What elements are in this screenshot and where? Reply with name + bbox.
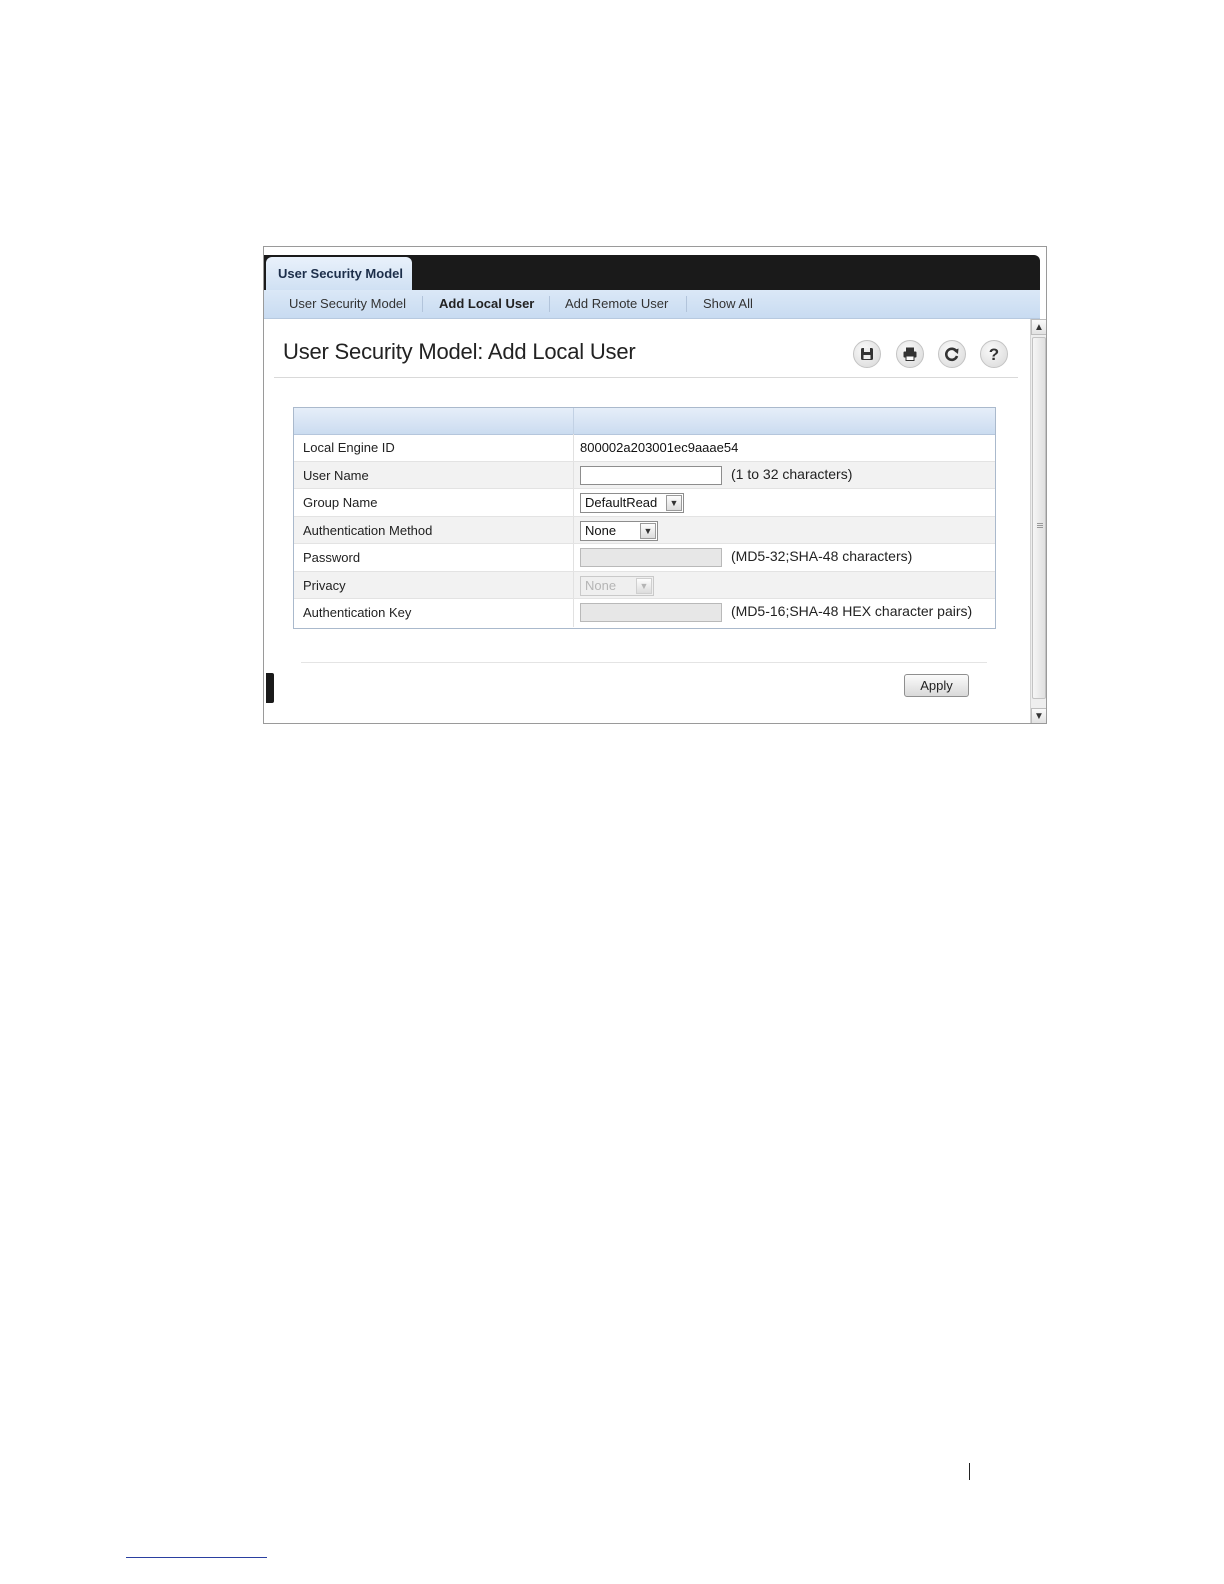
- scrollbar-thumb[interactable]: [1032, 337, 1046, 699]
- apply-button[interactable]: Apply: [904, 674, 969, 697]
- user-name-hint: (1 to 32 characters): [731, 465, 853, 482]
- footer-divider: [301, 662, 987, 663]
- grip-icon: [1037, 523, 1043, 529]
- group-name-select[interactable]: [580, 493, 684, 513]
- help-icon[interactable]: [980, 340, 1008, 368]
- vertical-scrollbar[interactable]: [1030, 319, 1047, 724]
- local-engine-id-label: Local Engine ID: [303, 440, 395, 455]
- scroll-up-icon[interactable]: ▲: [1031, 319, 1047, 335]
- subnav-add-local-user[interactable]: Add Local User: [439, 296, 535, 311]
- chevron-down-icon: ▼: [636, 578, 652, 594]
- scroll-down-icon[interactable]: ▼: [1031, 708, 1047, 724]
- print-icon[interactable]: [896, 340, 924, 368]
- sub-navigation: [264, 290, 1040, 319]
- cell-divider: [573, 462, 574, 489]
- subnav-divider: [549, 296, 550, 312]
- password-hint: (MD5-32;SHA-48 characters): [731, 548, 913, 564]
- group-name-selected: DefaultRead: [585, 495, 658, 510]
- privacy-select: [580, 576, 654, 596]
- privacy-selected: None: [585, 577, 617, 593]
- row-group-name: [294, 489, 995, 517]
- authentication-key-input: [580, 603, 722, 622]
- page-margin-mark: [969, 1463, 970, 1480]
- svg-text:?: ?: [988, 345, 1000, 363]
- row-local-engine-id: [294, 434, 995, 462]
- side-handle[interactable]: [266, 673, 274, 703]
- row-authentication-key: [294, 599, 995, 627]
- chevron-down-icon[interactable]: ▼: [640, 523, 656, 539]
- group-name-label: Group Name: [303, 495, 378, 510]
- subnav-show-all[interactable]: Show All: [703, 296, 753, 311]
- password-input: [580, 548, 722, 567]
- cell-divider: [573, 599, 574, 627]
- title-divider: [274, 377, 1018, 378]
- user-name-input[interactable]: [580, 466, 722, 485]
- tab-user-security-model[interactable]: User Security Model: [266, 257, 412, 291]
- row-privacy: [294, 572, 995, 600]
- settings-panel: [293, 407, 996, 629]
- page-title: User Security Model: Add Local User: [283, 339, 636, 364]
- cell-divider: [573, 434, 574, 461]
- subnav-divider: [422, 296, 423, 312]
- authentication-method-label: Authentication Method: [303, 522, 433, 538]
- cell-divider: [573, 544, 574, 571]
- cell-divider: [573, 489, 574, 516]
- user-name-label: User Name: [303, 467, 369, 483]
- footer-link-underline: [126, 1557, 267, 1558]
- authentication-key-label: Authentication Key: [303, 605, 412, 620]
- app-window: [263, 246, 1047, 724]
- local-engine-id-value: 800002a203001ec9aaae54: [580, 440, 739, 455]
- password-label: Password: [303, 550, 361, 565]
- refresh-icon[interactable]: [938, 340, 966, 368]
- subnav-user-security-model[interactable]: User Security Model: [289, 296, 407, 311]
- subnav-divider: [686, 296, 687, 312]
- row-user-name: [294, 462, 995, 490]
- row-password: [294, 544, 995, 572]
- chevron-down-icon[interactable]: ▼: [666, 495, 682, 511]
- panel-header-divider: [573, 408, 574, 434]
- row-authentication-method: [294, 517, 995, 545]
- authentication-method-selected: None: [585, 522, 617, 538]
- cell-divider: [573, 572, 574, 599]
- privacy-label: Privacy: [303, 577, 346, 593]
- cell-divider: [573, 517, 574, 544]
- save-icon[interactable]: [853, 340, 881, 368]
- subnav-add-remote-user[interactable]: Add Remote User: [565, 296, 669, 311]
- authentication-key-hint: (MD5-16;SHA-48 HEX character pairs): [731, 603, 973, 619]
- panel-header: [294, 408, 995, 435]
- authentication-method-select[interactable]: [580, 521, 658, 541]
